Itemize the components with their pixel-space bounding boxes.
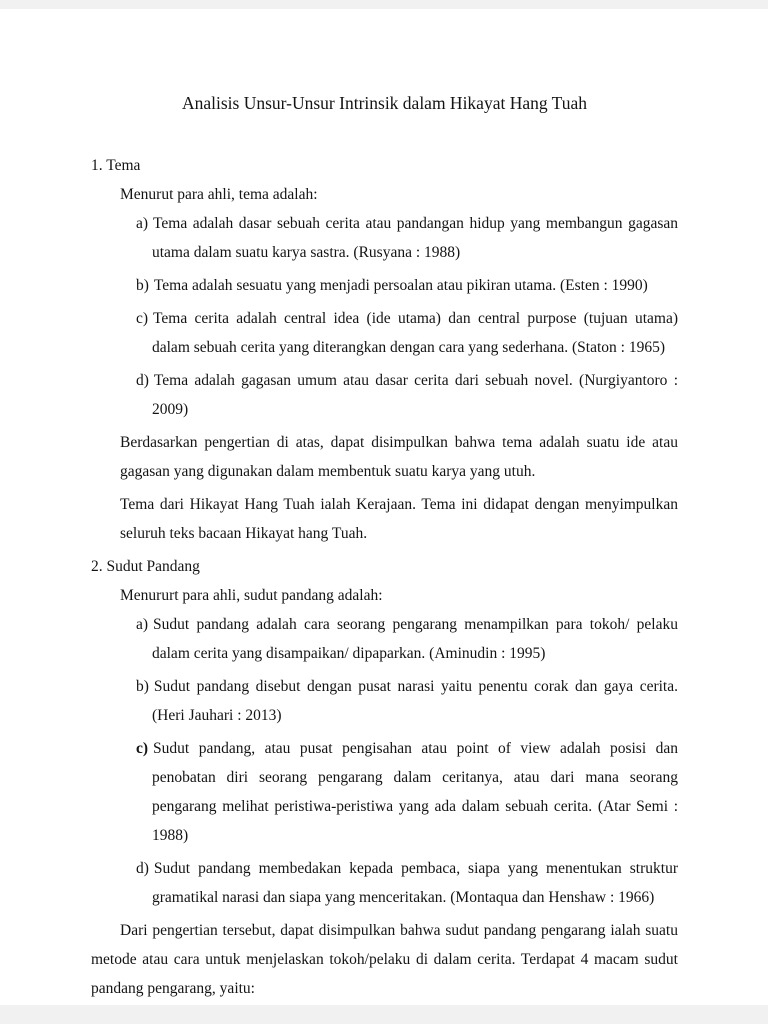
list-item [91, 304, 678, 362]
list-item-text: Tema cerita adalah central idea (ide utama) dan central purpose (tujuan utama) dalam sebuah cerita yang diterangkan dengan cara yang sederhana. (Staton : 1965) [152, 310, 678, 356]
list-item-label: c) [136, 740, 149, 757]
document-page [0, 9, 768, 1005]
list-item [91, 209, 678, 267]
list-item-label: a) [136, 215, 149, 232]
section-paragraph: Tema dari Hikayat Hang Tuah ialah Kerajaan. Tema ini didapat dengan menyimpulkan seluruh teks bacaan Hikayat hang Tuah. [120, 496, 678, 542]
section-heading: Tema [106, 157, 141, 174]
section-heading-row [91, 151, 678, 180]
list-item-label: a) [136, 616, 149, 633]
section-heading-row [91, 552, 678, 581]
section-intro: Menurut para ahli, tema adalah: [120, 186, 318, 203]
list-item [91, 271, 678, 300]
list-item [91, 672, 678, 730]
section-sudut-pandang [91, 552, 678, 1003]
list-item-text: Sudut pandang membedakan kepada pembaca, siapa yang menentukan struktur gramatikal narasi dan siapa yang menceritakan. (Montaqua dan Henshaw : 1966) [152, 860, 678, 906]
list-item-text: Sudut pandang, atau pusat pengisahan atau point of view adalah posisi dan penobatan diri seorang pengarang dalam ceritanya, atau dari mana seorang pengarang melihat peristiwa-peristiwa yang ada dalam sebuah cerita. (Atar Semi : 1988) [152, 740, 678, 844]
list-item-text: Tema adalah dasar sebuah cerita atau pandangan hidup yang membangun gagasan utama dalam suatu karya sastra. (Rusyana : 1988) [152, 215, 678, 261]
section-paragraph: Berdasarkan pengertian di atas, dapat disimpulkan bahwa tema adalah suatu ide atau gagasan yang digunakan dalam membentuk suatu karya yang utuh. [120, 434, 678, 480]
list-item-label: b) [136, 678, 149, 695]
section-number: 1. [91, 157, 103, 174]
section-intro: Menururt para ahli, sudut pandang adalah: [120, 587, 383, 604]
list-item-label: d) [136, 860, 149, 877]
list-item-text: Tema adalah gagasan umum atau dasar cerita dari sebuah novel. (Nurgiyantoro : 2009) [152, 372, 678, 418]
section-number: 2. [91, 558, 103, 575]
section-heading: Sudut Pandang [106, 558, 200, 575]
list-item-text: Sudut pandang disebut dengan pusat narasi yaitu penentu corak dan gaya cerita. (Heri Jauhari : 2013) [152, 678, 678, 724]
list-item-text: Tema adalah sesuatu yang menjadi persoalan atau pikiran utama. (Esten : 1990) [153, 277, 648, 294]
list-item-label: c) [136, 310, 149, 327]
document-title: Analisis Unsur-Unsur Intrinsik dalam Hikayat Hang Tuah [181, 93, 588, 113]
section-tema [91, 151, 678, 548]
list-item-label: b) [136, 277, 149, 294]
section-paragraph: Dari pengertian tersebut, dapat disimpulkan bahwa sudut pandang pengarang ialah suatu metode atau cara untuk menjelaskan tokoh/pelaku di dalam cerita. Terdapat 4 macam sudut pandang pengarang, yaitu: [91, 922, 678, 997]
list-item [91, 854, 678, 912]
list-item [91, 734, 678, 850]
list-item-label: d) [136, 372, 149, 389]
list-item-text: Sudut pandang adalah cara seorang pengarang menampilkan para tokoh/ pelaku dalam cerita yang disampaikan/ dipaparkan. (Aminudin : 1995) [152, 616, 678, 662]
list-item [91, 610, 678, 668]
list-item [91, 366, 678, 424]
